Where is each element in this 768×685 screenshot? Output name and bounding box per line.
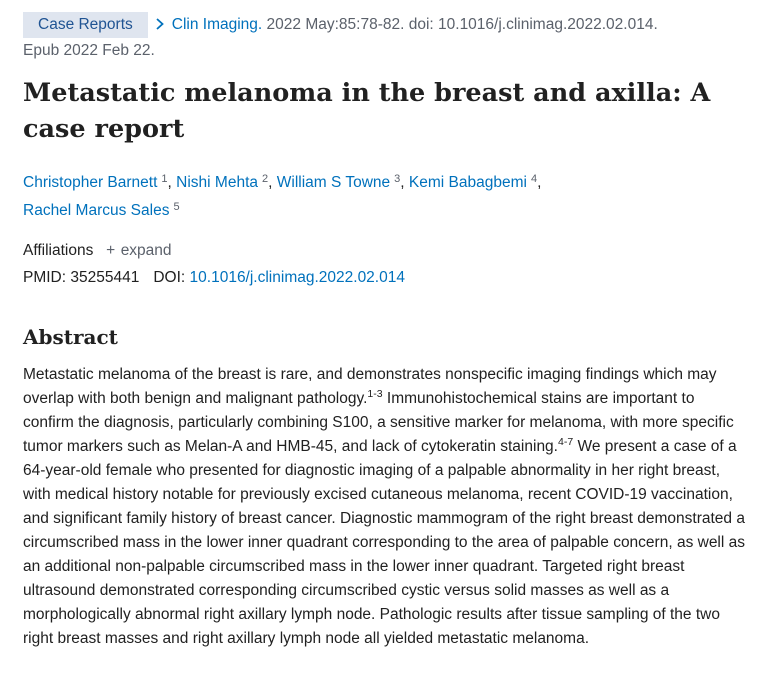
abstract-text-part: We present a case of a 64-year-old female who presented for diagnostic imaging of a palpable abnormality in her right breast, with medical history notable for previously excised cutaneous melanoma, recent COVID-19 vaccination, and significant family history of breast cancer. Diagnostic mammogram of the right breast demonstrated a circumscribed mass in the lower inner quadrant corresponding to the area of palpable concern, as well as an additional non-palpable circumscribed mass in the lower inner quadrant. Targeted right breast ultrasound demonstrated corresponding circumscribed cystic versus solid masses as well as a morphologically abnormal right axillary lymph node. Pathologic results after tissue sampling of the two right breast masses and right axillary lymph node all yielded metastatic melanoma. bbox=[23, 438, 745, 647]
abstract-text-part: Immunohistochemical stains are important to confirm the diagnosis, particularly combining S100, a sensitive marker for melanoma, with more specific tumor markers such as Melan-A and HMB-45, and lack of cytokeratin staining. bbox=[23, 390, 734, 455]
author-link[interactable]: Christopher Barnett bbox=[23, 174, 158, 191]
affiliations-expand-toggle[interactable] bbox=[104, 242, 172, 259]
abstract-text-part: Metastatic melanoma of the breast is rare, and demonstrates nonspecific imaging findings which may overlap with both benign and malignant pathology. bbox=[23, 366, 717, 407]
plus-icon: + bbox=[106, 242, 116, 259]
abstract-heading: Abstract bbox=[23, 325, 118, 349]
affiliation-number[interactable]: 4 bbox=[530, 173, 538, 185]
author-link[interactable]: Kemi Babagbemi bbox=[408, 174, 527, 191]
authors-list bbox=[23, 167, 744, 223]
article-title: Metastatic melanoma in the breast and axilla: A case report bbox=[23, 78, 711, 144]
identifiers-row bbox=[23, 264, 744, 291]
doi-label: DOI: bbox=[153, 269, 186, 286]
author-link[interactable]: Rachel Marcus Sales bbox=[23, 202, 170, 219]
abstract-text bbox=[23, 363, 745, 651]
author-separator: , bbox=[537, 174, 542, 191]
journal-link[interactable]: Clin Imaging. bbox=[171, 16, 263, 33]
affiliation-number[interactable]: 5 bbox=[173, 201, 180, 213]
affiliations-row bbox=[23, 237, 744, 264]
affiliations-label: Affiliations bbox=[23, 242, 94, 259]
author-separator: , bbox=[167, 174, 177, 191]
reference-citation[interactable]: 4-7 bbox=[558, 435, 574, 448]
citation-line bbox=[23, 12, 744, 38]
affiliation-number[interactable]: 1 bbox=[161, 173, 168, 185]
citation-details: 2022 May:85:78-82. doi: 10.1016/j.clinimag.2022.02.014. bbox=[262, 16, 658, 33]
author-separator: , bbox=[268, 174, 277, 191]
article-meta bbox=[23, 237, 744, 291]
publication-type-badge[interactable]: Case Reports bbox=[23, 12, 148, 38]
chevron-right-icon[interactable] bbox=[155, 12, 167, 38]
pmid-label: PMID: bbox=[23, 269, 67, 286]
author-link[interactable]: William S Towne bbox=[276, 174, 391, 191]
doi-link[interactable]: 10.1016/j.clinimag.2022.02.014 bbox=[189, 269, 405, 286]
expand-label: expand bbox=[120, 242, 172, 259]
reference-citation[interactable]: 1-3 bbox=[367, 387, 383, 400]
epub-date: Epub 2022 Feb 22. bbox=[23, 42, 155, 59]
affiliation-number[interactable]: 2 bbox=[262, 173, 269, 185]
affiliation-number[interactable]: 3 bbox=[394, 173, 401, 185]
author-link[interactable]: Nishi Mehta bbox=[176, 174, 258, 191]
pmid-value: 35255441 bbox=[70, 269, 140, 286]
author-separator: , bbox=[400, 174, 409, 191]
